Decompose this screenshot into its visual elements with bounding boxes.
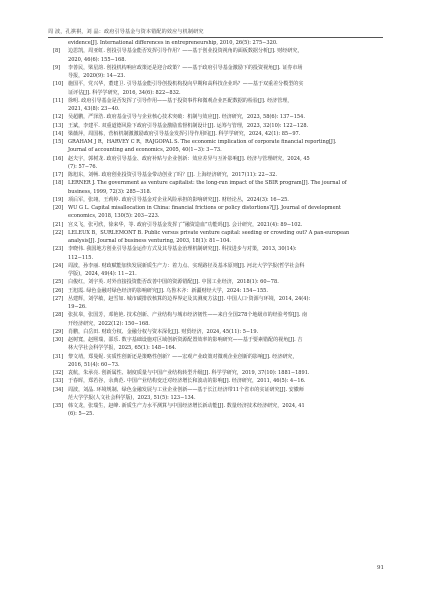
reference-number: [25] <box>53 279 64 286</box>
reference-item <box>53 353 384 370</box>
reference-number: [17] <box>53 172 64 178</box>
reference-item <box>53 171 384 179</box>
reference-item <box>53 130 384 138</box>
reference-text-line: Journal of accounting and economics, 2005, 40(1−3): 3−73. <box>68 147 222 154</box>
reference-item <box>53 402 384 419</box>
reference-item <box>53 204 384 221</box>
reference-text-line: LELEUX B，SURLEMONT B. Public versus private venture capital: seeding or crowding out? A pan-european <box>68 229 350 236</box>
reference-item <box>53 262 384 279</box>
reference-text-line: analysis[J]. Journal of business venturing, 2003, 18(1): 81−104. <box>68 238 232 244</box>
reference-text-line: 导报，2020(9): 14−23. <box>68 73 126 79</box>
reference-item <box>53 369 384 377</box>
reference-number: [29] <box>53 328 64 335</box>
reference-item <box>53 80 384 97</box>
reference-item <box>53 278 384 286</box>
reference-text-line: GRAHAM J R，HARVEY C R，RAJGOPAL S. The economic implication of corporate financial reporting[J]. <box>68 139 337 145</box>
reference-number: [23] <box>53 246 64 253</box>
reference-number: [18] <box>53 180 64 187</box>
reference-number: [22] <box>53 229 64 236</box>
reference-text-line: 范大学学报(人文社会科学版)，2023, 51(5): 123−134. <box>68 394 196 401</box>
reference-text-line: LERNER J. The government as venture capitalist: the long-run impact of the SBIR program[J]. The journal of <box>68 180 347 187</box>
reference-item <box>53 221 384 229</box>
reference-item <box>53 179 384 196</box>
reference-number: [19] <box>53 196 64 203</box>
reference-text-line: 袁航，朱承亮. 创新属性、制度质量与中国产业结构转型升级[J]. 科学学研究，2019, 37(10): 1881−1891. <box>68 370 310 376</box>
reference-number: [35] <box>53 403 64 409</box>
reference-text-line: 王旭霞. 绿色金融对绿色经济的影响研究[J]. 乌鲁木齐：新疆财经大学，2024: 154−155. <box>68 287 268 294</box>
reference-number: [15] <box>53 139 64 145</box>
reference-item <box>53 47 384 64</box>
reference-text-line: 2021, 43(8): 23−40. <box>68 106 120 112</box>
reference-text-line: 边思凯，周亚虹. 创投引导基金能否发挥引导作用？——基于创业投资视角的面板数据分析[J]. 财经研究， <box>68 48 303 55</box>
reference-item <box>53 287 384 295</box>
reference-item <box>53 386 384 403</box>
reference-number: [30] <box>53 337 64 343</box>
reference-item <box>53 113 384 121</box>
reference-number: [24] <box>53 262 64 269</box>
reference-text-line: 周波，孙李丽. 财政赋能加快发展新质生产力：着力点、实现路径及基本原则[J]. 河北大学学报(哲学社会科 <box>68 262 305 269</box>
reference-text-line: evidence[J]. International differences in entrepreneurship, 2010, 26(5): 275−320. <box>68 40 278 46</box>
reference-text-line: 丛建辉，刘学敏，赵雪如. 城市碳排放核算的边界界定及其测度方法[J]. 中国人口·资源与环境，2014, 24(4): <box>68 295 311 302</box>
reference-text-line: 开经济研究，2022(12): 150−168. <box>68 320 150 327</box>
reference-text-line: 黎文靖，郑曼妮. 实质性创新还是策略性创新？——宏观产业政策对微观企业创新的影响[J]. 经济研究， <box>68 353 298 360</box>
reference-item <box>53 122 384 130</box>
reference-text-line: 肖鹏，白岳田. 财政分权、金融分权与资本深化[J]. 财贸经济，2024, 45(11): 5−19. <box>68 328 259 335</box>
reference-text-line: 证评估[J]. 科学学研究，2016, 34(6): 822−832. <box>68 89 181 96</box>
reference-number: [16] <box>53 155 64 162</box>
reference-item <box>53 196 384 204</box>
reference-number: [33] <box>53 378 64 385</box>
reference-item <box>53 377 384 385</box>
reference-text-line: 李晓伟. 我国地方创业引导基金运作方式及其导基金治理机制研究[J]. 科技进步与对策，2013, 30(14): <box>68 246 297 253</box>
reference-number: [31] <box>53 353 64 360</box>
reference-item <box>53 138 384 155</box>
reference-text-line: (7): 57−76. <box>68 163 98 170</box>
reference-number: [9] <box>53 64 61 71</box>
reference-number: [13] <box>53 122 64 129</box>
reference-text-line: 112−115. <box>68 254 94 261</box>
reference-text-line: WU G L. Capital misallocation in China: financial frictions or policy distortions?[J]. Journal of development <box>68 205 341 211</box>
reference-text-line: 李善民，梁星韵. 创投机构响应政策还是迎合政策？——基于政府引导基金激励下的投资视角[J]. 证券市场 <box>68 64 303 71</box>
reference-number: [10] <box>53 81 64 88</box>
reference-number: [14] <box>53 130 64 137</box>
reference-item <box>53 328 384 336</box>
reference-text-line: 白俊红，刘宇英. 对外直接投资能否改善中国的资源错配[J]. 中国工业经济，2018(1): 60−78. <box>68 279 279 286</box>
reference-text-line: 梁薇萍，周国栋，菅栢机制激激励政府引导基金发挥引导作用吗[J]. 科学学研究，2024, 42(1): 85−97. <box>68 130 301 137</box>
reference-text-line: 吴超鹏，严泽浩. 政府基金引导与企业核心技术突破：机制与效应[J]. 经济研究，2023, 58(6): 137−154. <box>68 114 305 121</box>
reference-text-line: 于春晖，郑若谷，余典范. 中国产业结构变迁对经济增长和波动的影响[J]. 经济研究，2011, 46(5): 4−16. <box>68 378 306 385</box>
reference-text-line: 2020, 46(6): 155−168. <box>68 56 127 63</box>
reference-text-line: 周波，刘晶. 环境规制、绿色金融发展与工业企业创新——基于长江经济带11个省市的实证研究[J]. 安徽师 <box>68 386 304 393</box>
reference-text-line: 徐明. 政府引导基金是否发挥了引导作用——基于投资事件和微观企业匹配数据的检验[J]. 经济管理， <box>68 97 293 104</box>
reference-text-line: 学版)，2024, 49(4): 11−21. <box>68 271 137 277</box>
reference-item <box>53 229 384 246</box>
reference-number: [8] <box>53 48 61 55</box>
reference-number: [34] <box>53 386 64 393</box>
reference-item <box>53 64 384 81</box>
reference-item <box>53 245 384 262</box>
reference-text-line: 林大学社会科学学报，2025, 65(1): 148−164. <box>68 345 177 352</box>
reference-item <box>53 295 384 312</box>
reference-text-line: 王斌，李建平. 双重道德风险下政府引导基金激励监督机制设计[J]. 运筹与管理，2023, 32(10): 122−128. <box>68 122 309 129</box>
reference-number: [26] <box>53 287 64 294</box>
page-number: 91 <box>377 565 384 571</box>
reference-continuation <box>57 39 384 47</box>
reference-item <box>53 336 384 353</box>
reference-text-line: 项后军，张翊，王莉婷. 政府引导基金对企业风险承担的影响研究[J]. 财经论丛，2024(3): 16−25. <box>68 196 289 203</box>
reference-number: [12] <box>53 114 64 121</box>
reference-text-line: 陈旭东，刘畅. 政府创业投资引导基金带动创业了吗？[J]. 上海经济研究，2017(11): 22−32. <box>68 172 277 178</box>
reference-text-line: 宫义飞，张可欣，徐来华，等. 政府引导基金发挥了“融资造血”功能吗[J]. 会计研究，2021(4): 89−102. <box>68 221 303 228</box>
reference-text-line: 张抗皋，张国芳，邓艳艳. 技术创新、产业结构与城市经济韧性——来自全国278个地级市的经验考察[J]. 南 <box>68 312 308 319</box>
running-header: 周 波，孔祺祺，刘 晶：政府引导基金与资本错配的效应与机制研究 <box>48 29 204 35</box>
reference-list <box>53 39 384 419</box>
reference-text-line: 赵树寬，赵熙瑞，邵乐. 数字基础设施对区域创新资源配置效率的影响研究——基于要素错配的视角[J]. 吉 <box>68 337 303 343</box>
reference-text-line: 19−26. <box>68 304 87 310</box>
reference-item <box>53 155 384 172</box>
reference-number: [11] <box>53 97 64 104</box>
reference-number: [20] <box>53 205 64 211</box>
reference-text-line: 赵夫宇，郭树龙. 政府引导基金、政府补贴与企业创新：效应差异与互补影响[J]. 经济与管理研究，2024, 45 <box>68 155 310 162</box>
reference-number: [27] <box>53 295 64 302</box>
reference-text-line: 2016, 51(4): 60−73. <box>68 361 120 368</box>
reference-number: [21] <box>53 221 64 228</box>
reference-text-line: 施国平，党兴华，董建卫. 引导基金能引导创投机构投向早期和高科技企业吗？——基于双重差分模型的实 <box>68 81 304 88</box>
reference-text-line: economics, 2018, 130(5): 203−223. <box>68 213 160 220</box>
reference-number: [28] <box>53 312 64 319</box>
reference-number: [32] <box>53 370 64 376</box>
reference-text-line: 韩文龙，张瑞生，赵峰. 新质生产力水平测算与中国经济增长新动能[J]. 数量经济技术经济研究，2024, 41 <box>68 403 305 409</box>
reference-text-line: (6): 5−25. <box>68 411 94 418</box>
reference-item <box>53 311 384 328</box>
header-divider <box>48 37 383 38</box>
reference-item <box>53 97 384 114</box>
reference-text-line: business, 1999, 72(3): 285−318. <box>68 188 152 195</box>
